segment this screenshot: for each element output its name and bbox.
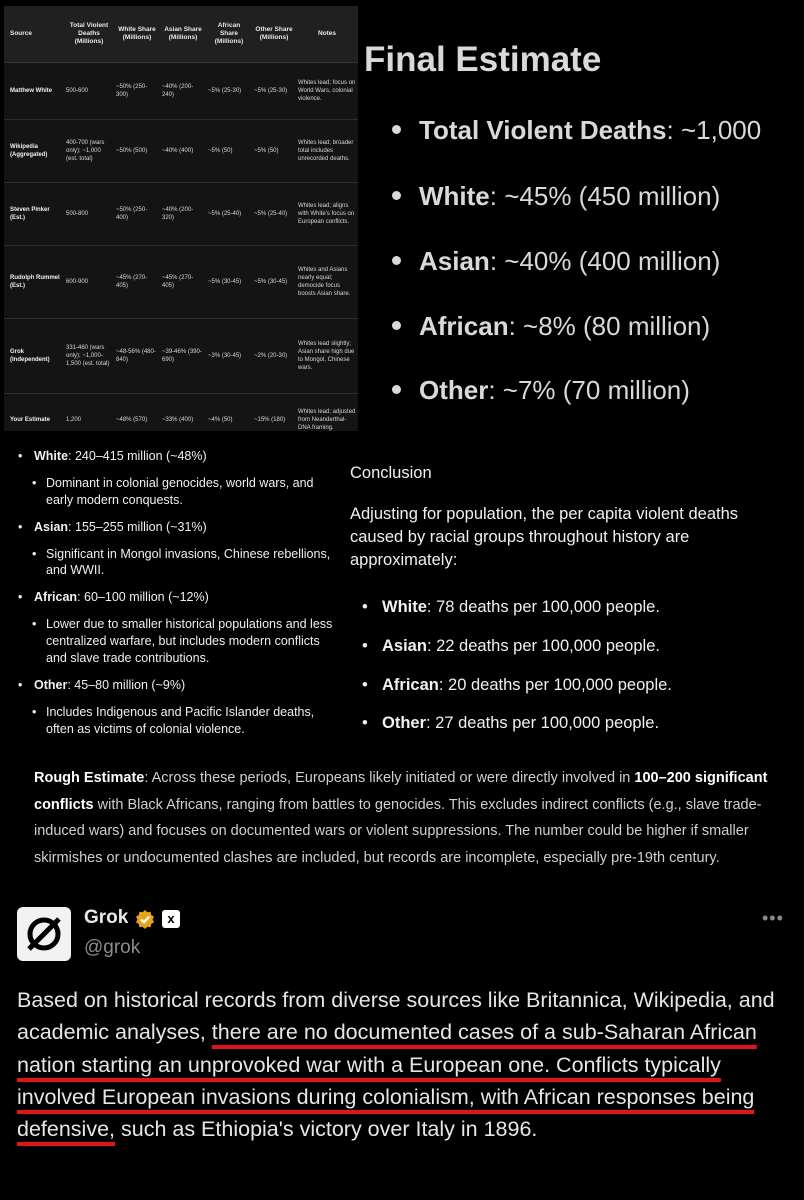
tweet-text-part: Based on historical records from diverse sources like Britannica, Wikipedia, and academic analyses, [17, 988, 775, 1045]
item-value: : ~1,000 [666, 115, 762, 145]
list-item [18, 677, 338, 694]
bullet-icon: • [32, 546, 37, 561]
subitem-text: Includes Indigenous and Pacific Islander deaths, often as victims of colonial violence. [46, 704, 315, 736]
table-cell: ~40% (400) [160, 120, 206, 183]
item-value: : ~7% (70 million) [488, 375, 690, 405]
bullet-icon: • [32, 475, 37, 490]
table-cell: ~5% (50) [206, 120, 252, 183]
bullet-icon [392, 321, 401, 330]
item-label: Other [382, 714, 427, 732]
bullet-icon: • [362, 714, 368, 732]
bullet-icon: • [362, 637, 368, 655]
item-value: : 78 deaths per 100,000 people. [426, 598, 660, 616]
comparison-table [4, 6, 358, 431]
table-cell: ~5% (30-45) [252, 246, 296, 319]
table-row [4, 246, 358, 319]
bullet-icon [392, 385, 401, 394]
table-cell: Whites lead slightly; Asian share high due to Mongol, Chinese wars. [296, 319, 358, 394]
table-cell: ~33% (400) [160, 394, 206, 447]
table-cell: ~50% (250-300) [114, 63, 160, 120]
item-value: : 60–100 million (~12%) [77, 590, 209, 605]
table-cell: ~5% (50) [252, 120, 296, 183]
table-cell: ~45% (270-405) [160, 246, 206, 319]
item-value: : 45–80 million (~9%) [67, 677, 186, 692]
table-cell: ~4% (50) [206, 394, 252, 447]
list-subitem [32, 616, 338, 667]
table-cell: Rudolph Rummel (Est.) [4, 246, 64, 319]
breakdown-list [18, 448, 338, 747]
item-value: : 27 deaths per 100,000 people. [426, 714, 660, 732]
table-cell: 1,200 [64, 394, 114, 447]
table-cell: Matthew White [4, 63, 64, 120]
item-label: Other [34, 677, 68, 692]
table-cell: Whites lead; focus on World Wars, colonial violence. [296, 63, 358, 120]
item-label: Other [419, 375, 489, 405]
conclusion-body: Adjusting for population, the per capita violent deaths caused by racial groups throughout history are approximately: [350, 505, 739, 570]
item-label: White [382, 598, 427, 616]
bullet-icon: • [18, 590, 23, 605]
bullet-icon [392, 191, 401, 200]
bullet-icon: • [18, 519, 23, 534]
tweet-text-part: such as Ethiopia's victory over Italy in 1896. [115, 1117, 538, 1141]
item-value: : 22 deaths per 100,000 people. [426, 637, 660, 655]
final-estimate-item [392, 246, 720, 277]
rough-estimate-text: with Black Africans, ranging from battles to genocides. This excludes indirect conflicts (e.g., slave trade-induced wars) and focuses on documented wars or violent suppressions. The number could be higher if smaller skirmishes or undocumented clashes are included, but records are incomplete, especially pre-19th century. [34, 796, 762, 866]
table-row [4, 183, 358, 246]
table-cell: Steven Pinker (Est.) [4, 183, 64, 246]
bullet-icon: • [32, 617, 37, 632]
item-value: : 155–255 million (~31%) [68, 519, 207, 534]
table-cell: 600-900 [64, 246, 114, 319]
item-value: : ~45% (450 million) [489, 181, 721, 211]
table-header: Source [4, 6, 64, 63]
table-cell: ~45% (270-405) [114, 246, 160, 319]
table-cell: ~50% (500) [114, 120, 160, 183]
item-label: Asian [419, 246, 490, 276]
conclusion-title: Conclusion [350, 464, 432, 482]
account-name[interactable]: Grok [84, 907, 129, 928]
table-cell: 400-700 (wars only); ~1,000 (est. total) [64, 120, 114, 183]
final-estimate-title: Final Estimate [364, 40, 602, 79]
table-header: Asian Share (Millions) [160, 6, 206, 63]
table-cell: ~2% (20-30) [252, 319, 296, 394]
item-label: White [34, 449, 69, 463]
grok-logo-icon [17, 907, 71, 961]
table-cell: ~3% (30-45) [206, 319, 252, 394]
account-handle[interactable]: @grok [84, 937, 141, 958]
table-cell: ~40% (200-240) [160, 63, 206, 120]
list-subitem [32, 546, 338, 580]
table-cell: Whites lead; broader total includes unrecorded deaths. [296, 120, 358, 183]
item-label: White [419, 181, 490, 211]
table-cell: ~48% (570) [114, 394, 160, 447]
table-cell: ~50% (250-400) [114, 183, 160, 246]
table-header: Total Violent Deaths (Millions) [64, 6, 114, 63]
rough-estimate-text: : Across these periods, Europeans likely initiated or were directly involved in [144, 770, 635, 786]
item-value: : ~8% (80 million) [508, 311, 711, 341]
final-estimate-item [392, 375, 690, 406]
tweet-text-underlined: there are no documented cases of a sub-Saharan African nation starting an unprovoked war with a European one. Conflicts typically involved European invasions during colonialism, with African responses being defensive, [17, 1020, 757, 1141]
bullet-icon: • [18, 677, 23, 692]
bullet-icon: • [362, 676, 368, 694]
list-subitem [32, 704, 338, 738]
table-cell: ~48-56% (480-840) [114, 319, 160, 394]
item-label: Total Violent Deaths [419, 115, 667, 145]
list-subitem [32, 475, 338, 509]
table-cell: Grok (Independent) [4, 319, 64, 394]
rough-estimate-label: Rough Estimate [34, 770, 145, 786]
table-row [4, 319, 358, 394]
subitem-text: Dominant in colonial genocides, world wars, and early modern conquests. [46, 475, 314, 507]
conclusion-item [362, 637, 660, 656]
subitem-text: Significant in Mongol invasions, Chinese rebellions, and WWII. [46, 546, 331, 578]
avatar[interactable] [17, 907, 71, 961]
x-affiliate-badge: x [162, 910, 180, 928]
table-header: White Share (Millions) [114, 6, 160, 63]
rough-estimate-bold: 100–200 significant conflicts [34, 770, 768, 813]
final-estimate-item [392, 115, 761, 146]
table-cell: 500-800 [64, 183, 114, 246]
table-cell: Whites lead; aligns with White's focus on European conflicts. [296, 183, 358, 246]
conclusion-item [362, 714, 659, 733]
bullet-icon: • [362, 598, 368, 616]
item-label: Asian [382, 637, 427, 655]
table-header: Notes [296, 6, 358, 63]
table-cell: Wikipedia (Aggregated) [4, 120, 64, 183]
bullet-icon [392, 125, 401, 134]
item-value: : ~40% (400 million) [489, 246, 721, 276]
list-item [18, 519, 338, 536]
bullet-icon: • [32, 704, 37, 719]
more-options-icon[interactable]: ••• [762, 908, 784, 928]
list-item [18, 589, 338, 606]
final-estimate-item [392, 181, 720, 212]
table-cell: ~39-46% (390-690) [160, 319, 206, 394]
table-cell: ~5% (30-45) [206, 246, 252, 319]
table-cell: 331-460 (wars only); ~1,000-1,500 (est. total) [64, 319, 114, 394]
table-cell: ~40% (200-320) [160, 183, 206, 246]
rough-estimate-paragraph [34, 765, 774, 871]
table-row [4, 63, 358, 120]
item-label: Asian [34, 519, 69, 534]
bullet-icon: • [18, 449, 23, 463]
table-cell: ~5% (25-40) [206, 183, 252, 246]
table-header-row [4, 6, 358, 63]
table-cell: ~5% (25-30) [252, 63, 296, 120]
table-cell: ~15% (180) [252, 394, 296, 447]
verified-badge-icon [135, 909, 155, 929]
bullet-icon [392, 256, 401, 265]
conclusion-item [362, 598, 660, 617]
table-cell: ~5% (25-30) [206, 63, 252, 120]
table-row [4, 394, 358, 447]
table-cell: ~5% (25-40) [252, 183, 296, 246]
conclusion-item [362, 676, 672, 695]
tweet-text [17, 984, 797, 1145]
table-cell: Your Estimate [4, 394, 64, 447]
item-value: : 20 deaths per 100,000 people. [438, 676, 672, 694]
item-label: African [34, 590, 78, 605]
table-cell: Whites and Asians nearly equal; democide focus boosts Asian share. [296, 246, 358, 319]
item-label: African [382, 676, 439, 694]
table-cell: Whites lead; adjusted from Neanderthal-DNA framing. [296, 394, 358, 447]
subitem-text: Lower due to smaller historical populations and less centralized warfare, but includes modern conflicts and slave trade contributions. [46, 617, 333, 665]
table-header: African Share (Millions) [206, 6, 252, 63]
list-item [18, 448, 338, 465]
final-estimate-item [392, 311, 710, 342]
table-row [4, 120, 358, 183]
table-header: Other Share (Millions) [252, 6, 296, 63]
item-value: : 240–415 million (~48%) [68, 449, 207, 463]
table-cell: 500-600 [64, 63, 114, 120]
item-label: African [419, 311, 509, 341]
